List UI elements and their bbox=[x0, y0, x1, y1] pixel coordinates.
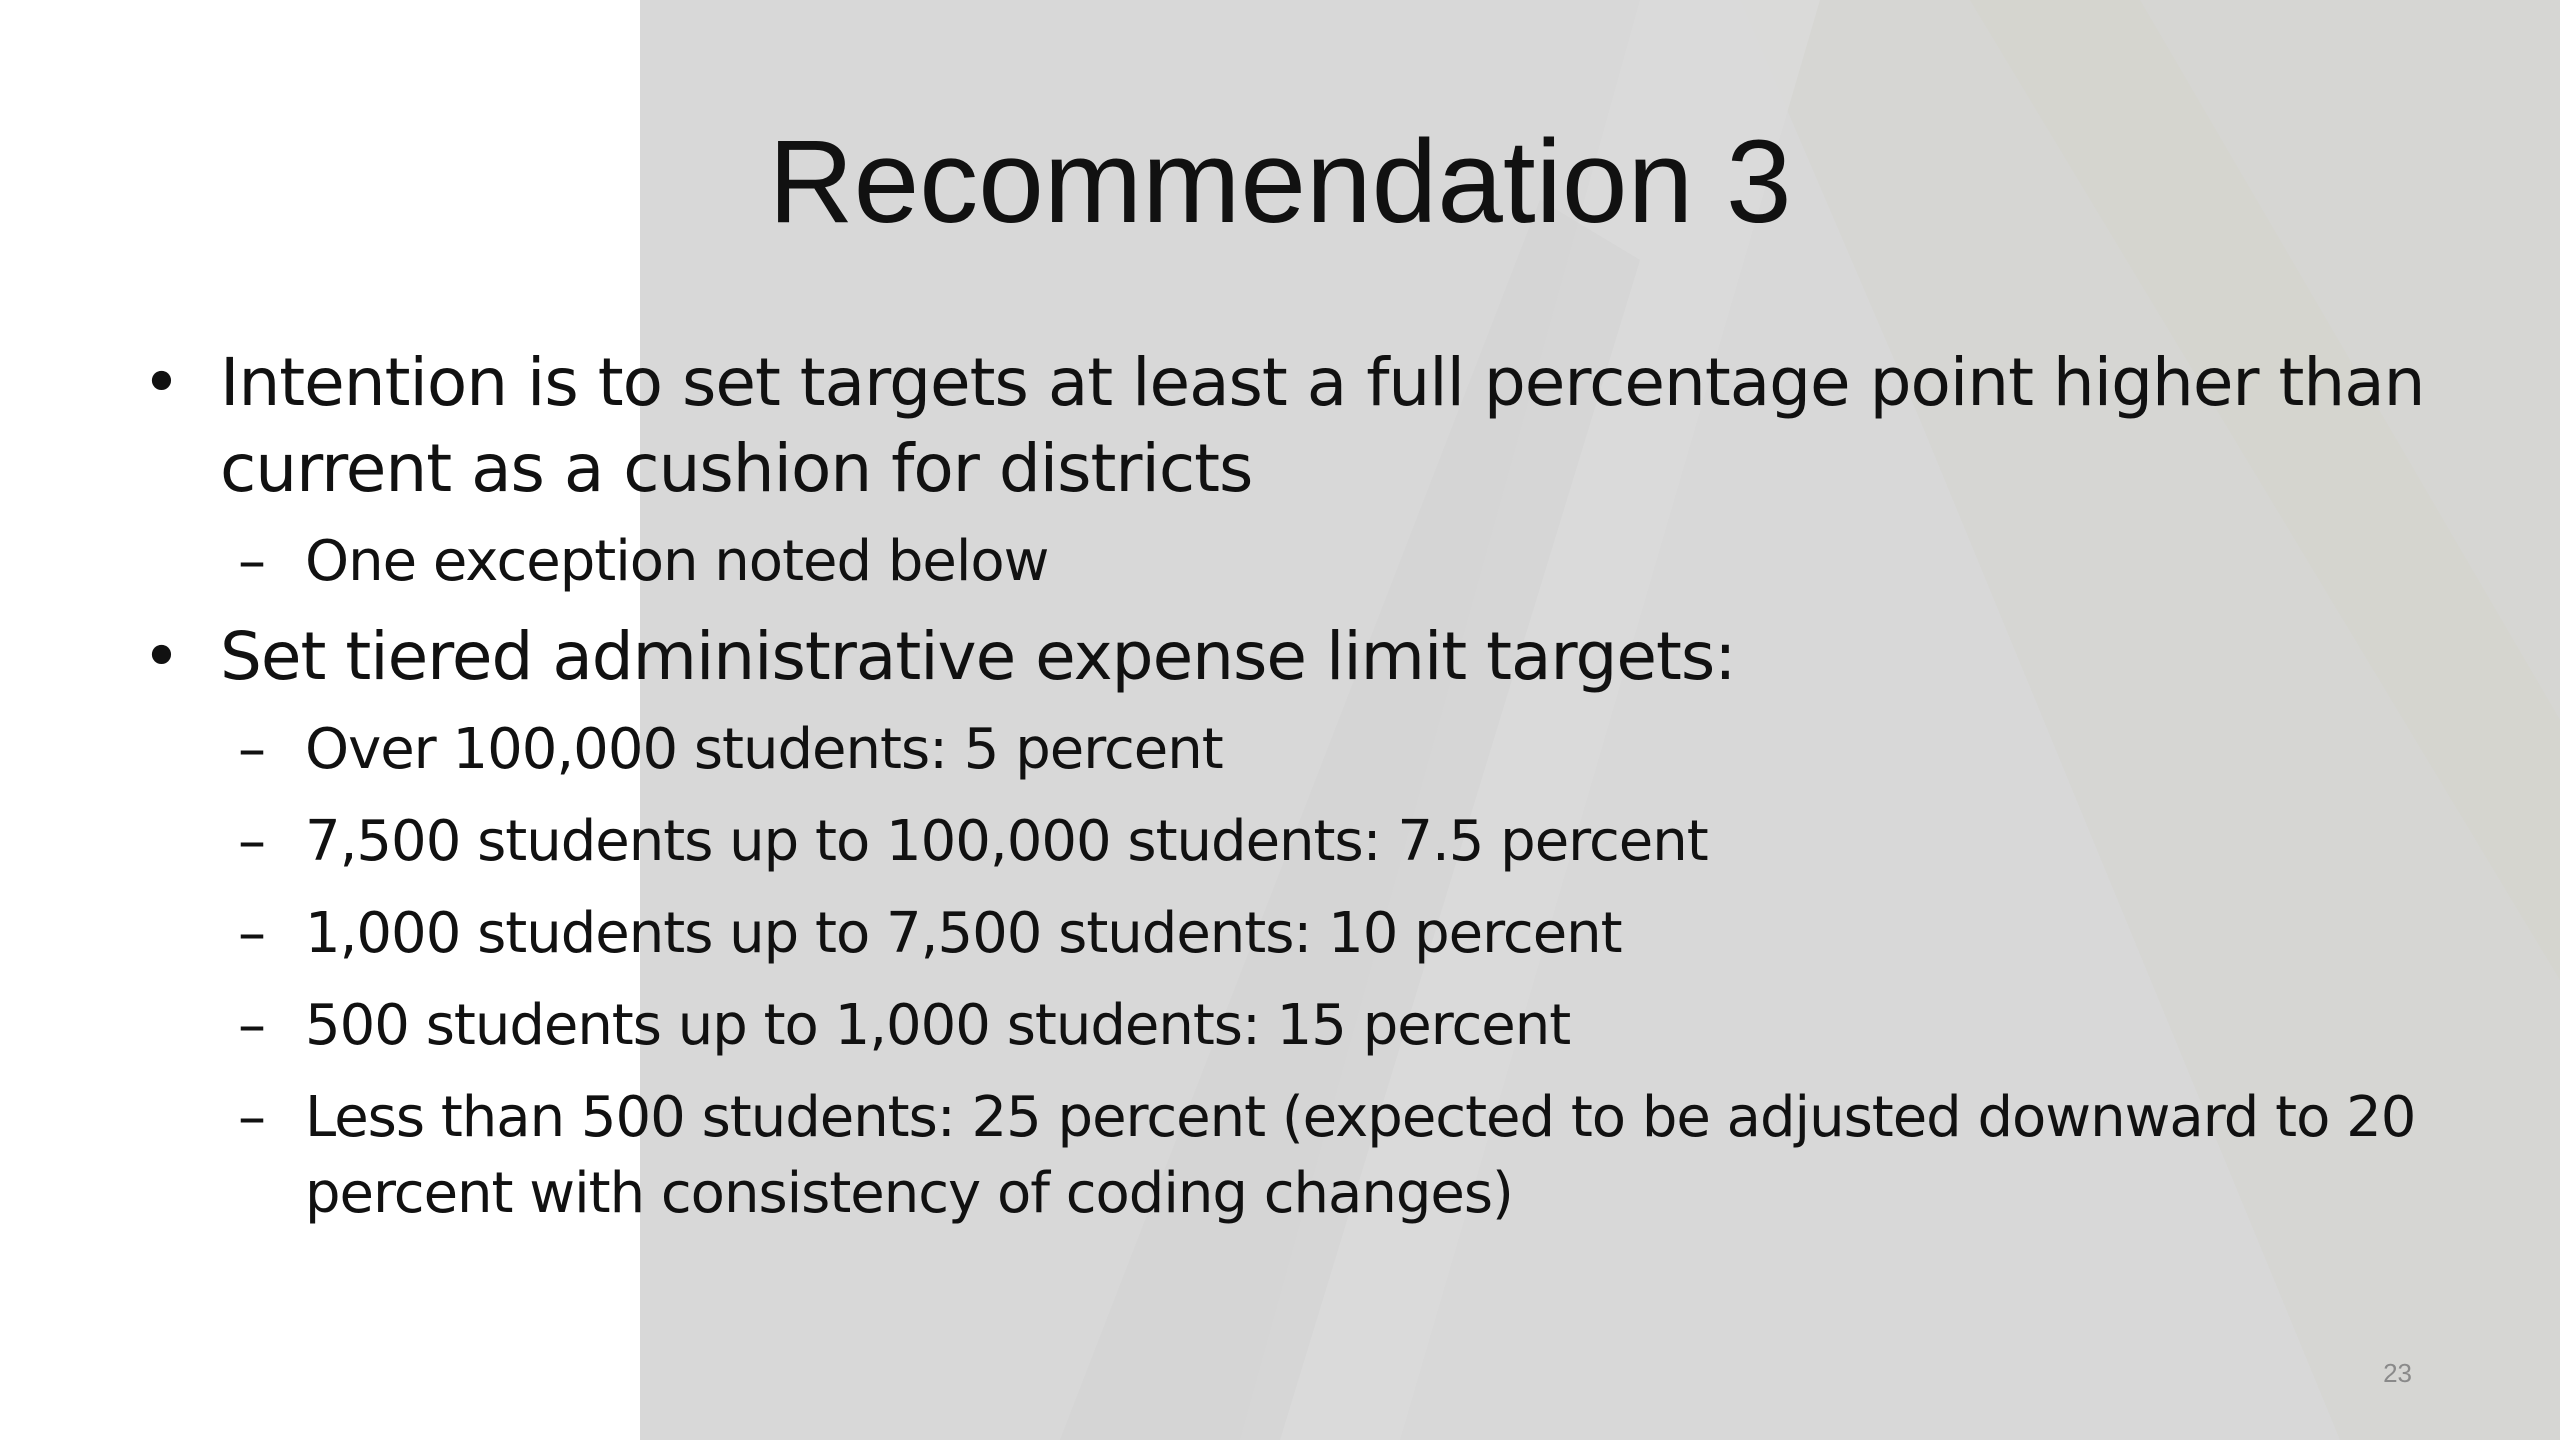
sub-bullet-text: 500 students up to 1,000 students: 15 percent bbox=[305, 993, 1571, 1058]
sub-bullet-item bbox=[140, 712, 2440, 788]
page-number: 23 bbox=[2383, 1358, 2412, 1388]
sub-bullet-item bbox=[140, 988, 2440, 1064]
dash-icon: – bbox=[238, 993, 265, 1058]
sub-bullet-text: Over 100,000 students: 5 percent bbox=[305, 717, 1223, 782]
dash-icon: – bbox=[238, 1085, 265, 1150]
sub-bullet-item bbox=[140, 896, 2440, 972]
dash-icon: – bbox=[238, 809, 265, 874]
sub-bullet-item bbox=[140, 524, 2440, 600]
bullet-icon: • bbox=[142, 618, 180, 695]
dash-icon: – bbox=[238, 901, 265, 966]
dash-icon: – bbox=[238, 529, 265, 594]
sub-bullet-text: 1,000 students up to 7,500 students: 10 percent bbox=[305, 901, 1622, 966]
dash-icon: – bbox=[238, 717, 265, 782]
bullet-item-1 bbox=[140, 340, 2440, 512]
sub-bullet-text: One exception noted below bbox=[305, 529, 1049, 594]
bullet-item-2 bbox=[140, 614, 2440, 700]
bullet-icon: • bbox=[142, 344, 180, 421]
bullet-list bbox=[140, 340, 2440, 1232]
slide-title: Recommendation 3 bbox=[768, 116, 1792, 248]
bullet-text: Intention is to set targets at least a full percentage point higher than current as a cushion for districts bbox=[220, 344, 2425, 507]
sub-bullet-text: 7,500 students up to 100,000 students: 7.5 percent bbox=[305, 809, 1708, 874]
sub-bullet-item bbox=[140, 1080, 2440, 1232]
sub-bullet-item bbox=[140, 804, 2440, 880]
sub-bullet-text: Less than 500 students: 25 percent (expected to be adjusted downward to 20 percent with consistency of coding changes) bbox=[305, 1085, 2416, 1226]
bullet-text: Set tiered administrative expense limit targets: bbox=[220, 618, 1736, 695]
